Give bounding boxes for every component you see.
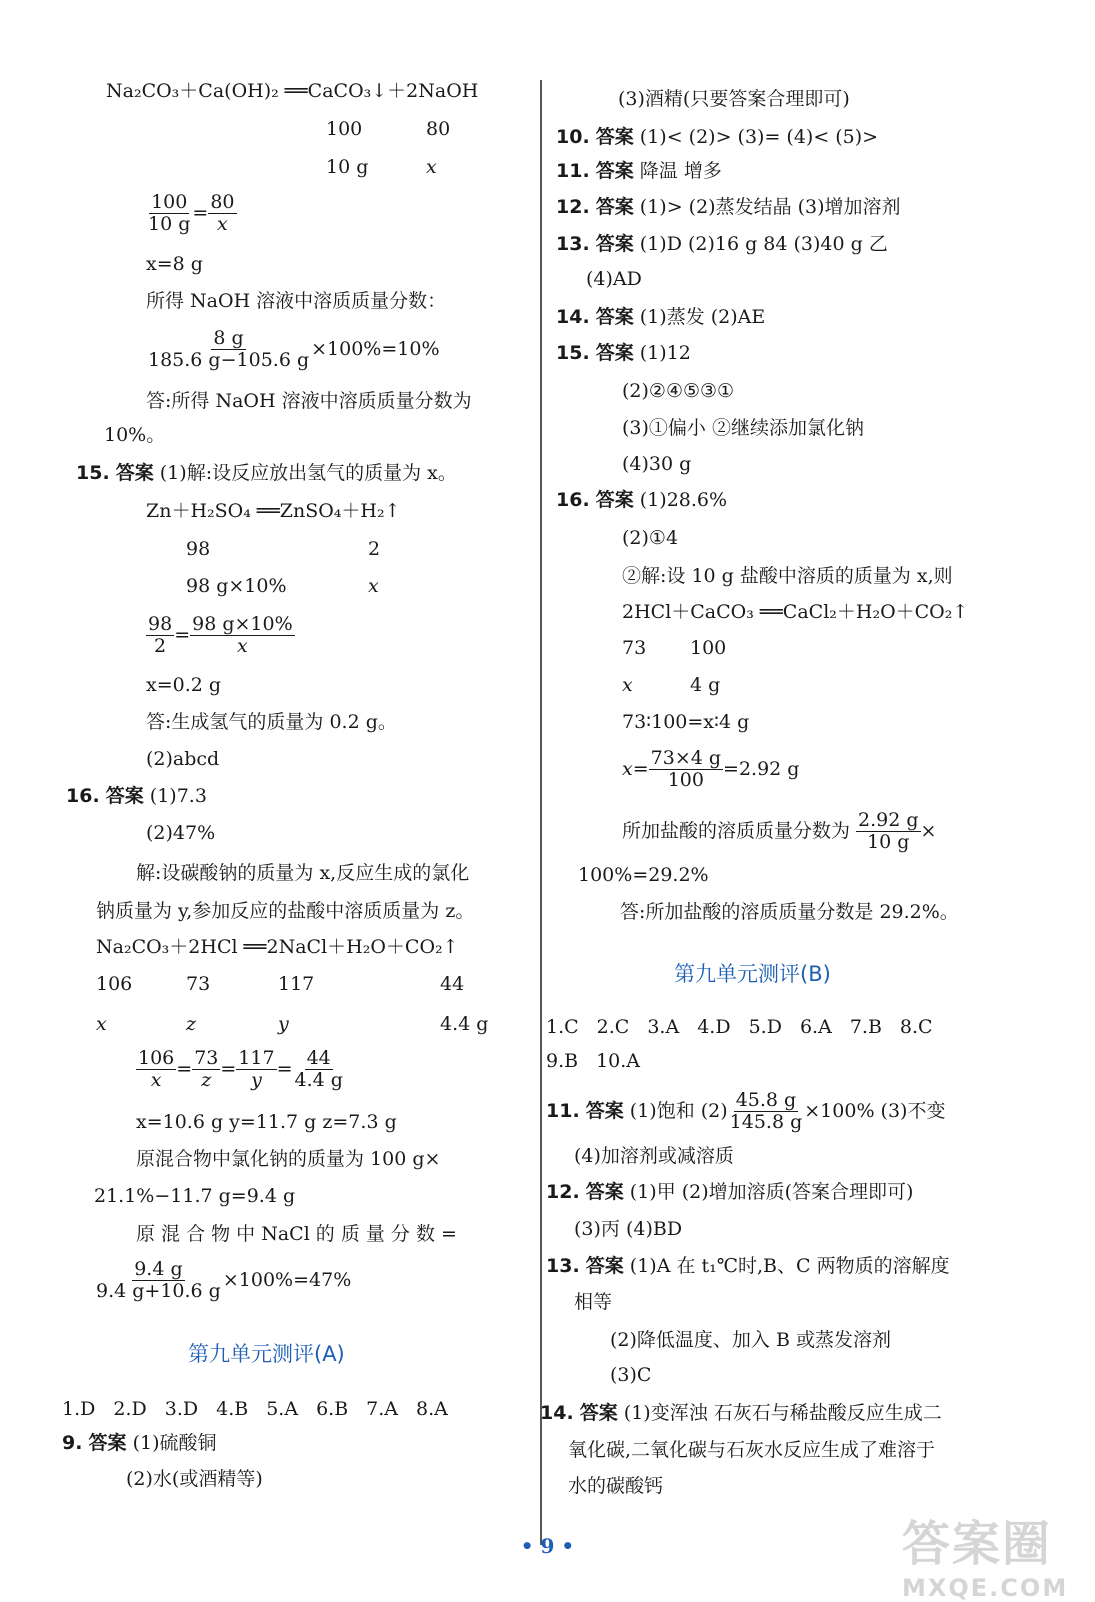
equation-1: Na₂CO₃＋Ca(OH)₂ ══CaCO₃↓＋2NaOH [106,80,479,102]
mc-b-item: 5.D [748,1016,782,1038]
q16-solution-1: 解:设碳酸钠的质量为 x,反应生成的氯化 [136,862,470,884]
answer-1b: 10%。 [104,424,166,446]
mc-b-item: 7.B [849,1016,882,1038]
eq3-val-3: y [278,1013,289,1035]
hcl-line-2: 100%=29.2% [578,864,709,886]
fraction-4: $\frac{106}{x}$ = $\frac{73}{z}$ = $\frac{117}{y}$ = $\frac{44}{4.4 g}$ [138,1047,343,1091]
q15-part2: (2)abcd [146,748,220,770]
eq1-val-2: x [426,156,437,178]
q12b-part3: (3)丙 (4)BD [574,1218,683,1240]
eq3-val-2: z [186,1013,197,1035]
q16-right-part2: (2)①4 [622,527,679,549]
mc-answers-b-row1 [546,1016,951,1038]
q15-right: 15. 答案 (1)12 [556,342,691,364]
mc-a-item: 7.A [366,1398,399,1420]
ratio-line: 73∶100=x∶4 g [622,711,750,733]
q13b-part2: (2)降低温度、加入 B 或蒸发溶剂 [610,1329,891,1351]
fraction-5: $\frac{9.4 g}{9.4 g+10.6 g}$ ×100%=47% [96,1258,352,1302]
mc-b-item: 1.C [546,1016,579,1038]
mc-a-item: 8.A [416,1398,448,1420]
eq4-val-1: x [622,674,633,696]
naoh-label: 所得 NaOH 溶液中溶质质量分数： [146,290,447,312]
q14: 14. 答案 (1)蒸发 (2)AE [556,306,766,328]
q15-right-part4: (4)30 g [622,453,692,475]
q16-part2: (2)47% [146,822,216,844]
q12: 12. 答案 (1)> (2)蒸发结晶 (3)增加溶剂 [556,196,901,218]
equation-4: 2HCl＋CaCO₃ ══CaCl₂＋H₂O＋CO₂↑ [622,601,969,623]
answer-2: 答:生成氢气的质量为 0.2 g。 [146,711,397,733]
fraction-3: $\frac{98}{2}$ = $\frac{98 g\times 10\%}{x}$ [148,613,293,657]
q14b: 14. 答案 (1)变浑浊 石灰石与稀盐酸反应生成二 [540,1402,942,1424]
hcl-fraction-line: 所加盐酸的溶质质量分数为 $\frac{2.92 g}{10 g}$ × [622,809,937,853]
mc-b-item: 6.A [799,1016,832,1038]
eq3-val-1: x [96,1013,107,1035]
mc-b-item: 8.C [899,1016,933,1038]
q15: 15. 答案 (1)解:设反应放出氢气的质量为 x。 [76,462,457,484]
mc-a-item: 4.B [216,1398,249,1420]
eq3-mass-1: 106 [96,973,133,995]
mc-answers-b-row2 [546,1050,658,1072]
q16: 16. 答案 (1)7.3 [66,785,207,807]
heading-unit9-a: 第九单元测评(A) [188,1342,345,1366]
watermark-logo [902,1505,1069,1602]
eq4-val-2: 4 g [690,674,721,696]
mc-b-item: 10.A [596,1050,641,1072]
column-divider [540,80,542,1545]
eq3-mass-4: 44 [440,973,465,995]
fraction-2: $\frac{8 g}{185.6 g-105.6 g}$ ×100%=10% [148,327,440,371]
nacl-line-2: 21.1%−11.7 g=9.4 g [94,1185,296,1207]
eq2-val-2: x [368,575,379,597]
mc-a-item: 1.D [62,1398,96,1420]
q9-part2: (2)水(或酒精等) [126,1468,263,1490]
q13b-cont: 相等 [574,1291,613,1313]
mc-a-item: 3.D [164,1398,199,1420]
q13b: 13. 答案 (1)A 在 t₁℃时,B、C 两物质的溶解度 [546,1255,950,1277]
q11b-part4: (4)加溶剂或减溶质 [574,1145,734,1167]
mc-a-item: 2.D [113,1398,147,1420]
mc-answers-a [62,1398,466,1420]
q15-right-part2: (2)②④⑤③① [622,380,735,402]
q15-right-part3: (3)①偏小 ②继续添加氯化钠 [622,417,864,439]
result-x8: x=8 g [146,253,203,275]
watermark-url: MXQE.COM [902,1574,1069,1602]
page-number: • 9 • [520,1534,575,1558]
mc-a-item: 6.B [316,1398,349,1420]
eq3-mass-2: 73 [186,973,211,995]
result-xyz: x=10.6 g y=11.7 g z=7.3 g [136,1111,397,1133]
q13-part4: (4)AD [586,268,642,290]
q13b-part3: (3)C [610,1364,652,1386]
q16-right: 16. 答案 (1)28.6% [556,489,728,511]
mc-b-item: 9.B [546,1050,579,1072]
mc-a-item: 5.A [266,1398,299,1420]
q14b-line2: 氧化碳,二氧化碳与石灰水反应生成了难溶于 [568,1439,936,1461]
q16-right-solution: ②解:设 10 g 盐酸中溶质的质量为 x,则 [622,565,953,587]
q13: 13. 答案 (1)D (2)16 g 84 (3)40 g 乙 [556,233,888,255]
eq1-mass-2: 80 [426,118,451,140]
eq3-mass-3: 117 [278,973,315,995]
mc-b-item: 4.D [697,1016,731,1038]
equation-2: Zn＋H₂SO₄ ══ZnSO₄＋H₂↑ [146,500,401,522]
q12b: 12. 答案 (1)甲 (2)增加溶质(答案合理即可) [546,1181,914,1203]
fraction-6: x= $\frac{73\times 4 g}{100}$ =2.92 g [622,747,800,791]
nacl-line-3: 原 混 合 物 中 NaCl 的 质 量 分 数 = [136,1223,457,1245]
watermark-chars: 答案圈 [902,1516,1053,1572]
q10: 10. 答案 (1)< (2)> (3)= (4)< (5)> [556,126,879,148]
eq2-mass-1: 98 [186,538,211,560]
heading-unit9-b: 第九单元测评(B) [674,962,831,986]
eq2-val-1: 98 g×10% [186,575,287,597]
nacl-line-1: 原混合物中氯化钠的质量为 100 g× [136,1148,441,1170]
q11b: 11. 答案 (1)饱和 (2) $\frac{45.8 g}{145.8 g}$ ×100% (3)不变 [546,1089,946,1133]
equation-3: Na₂CO₃＋2HCl ══2NaCl＋H₂O＋CO₂↑ [96,936,459,958]
eq2-mass-2: 2 [368,538,381,560]
result-x02: x=0.2 g [146,674,222,696]
q16-solution-2: 钠质量为 y,参加反应的盐酸中溶质质量为 z。 [96,900,475,922]
eq3-val-4: 4.4 g [440,1013,489,1035]
eq4-mass-1: 73 [622,637,647,659]
q11: 11. 答案 降温 增多 [556,160,722,182]
mc-b-item: 3.A [647,1016,680,1038]
fraction-1: $\frac{100}{10 g}$ = $\frac{80}{x}$ [148,191,235,235]
eq1-val-1: 10 g [326,156,369,178]
q9-part3: (3)酒精(只要答案合理即可) [618,88,850,110]
eq1-mass-1: 100 [326,118,363,140]
q9: 9. 答案 (1)硫酸铜 [62,1432,217,1454]
hcl-answer: 答:所加盐酸的溶质质量分数是 29.2%。 [620,901,959,923]
answer-1: 答:所得 NaOH 溶液中溶质质量分数为 [146,390,472,412]
eq4-mass-2: 100 [690,637,727,659]
mc-b-item: 2.C [596,1016,630,1038]
q14b-line3: 水的碳酸钙 [568,1475,664,1497]
